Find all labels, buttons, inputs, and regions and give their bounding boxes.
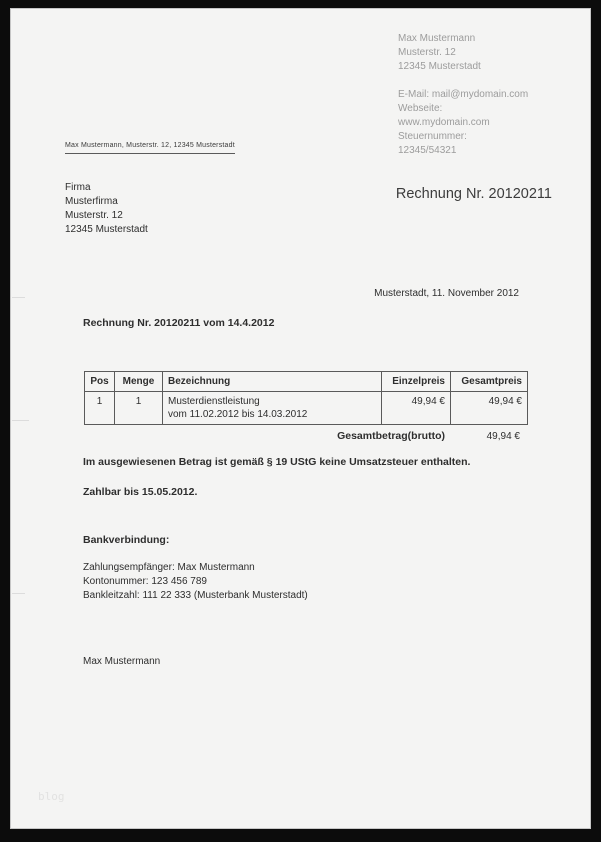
sender-tax-label: Steuernummer: <box>398 131 467 142</box>
table-row <box>85 392 528 425</box>
cell-gesamtpreis: 49,94 € <box>451 392 528 425</box>
invoice-title: Rechnung Nr. 20120211 <box>395 186 552 202</box>
payment-due-note: Zahlbar bis 15.05.2012. <box>83 486 198 498</box>
sender-address <box>398 32 578 74</box>
cell-pos: 1 <box>85 392 115 425</box>
sender-city: 12345 Musterstadt <box>398 61 481 72</box>
bank-account-line: Kontonummer: 123 456 789 <box>83 576 207 587</box>
cell-einzelpreis: 49,94 € <box>382 392 451 425</box>
recipient-line-street: Musterstr. 12 <box>65 210 123 221</box>
invoice-page <box>10 8 591 829</box>
punch-mark-center <box>12 420 29 421</box>
total-row <box>84 430 527 442</box>
recipient-line-company: Musterfirma <box>65 196 118 207</box>
cell-menge: 1 <box>115 392 163 425</box>
watermark-blog: blog <box>38 790 65 803</box>
date-line: Musterstadt, 11. November 2012 <box>374 288 519 299</box>
sender-name: Max Mustermann <box>398 33 476 44</box>
sender-website-label: Webseite: <box>398 103 443 114</box>
sender-website: www.mydomain.com <box>398 117 490 128</box>
sender-email: E-Mail: mail@mydomain.com <box>398 89 529 100</box>
sender-street: Musterstr. 12 <box>398 47 456 58</box>
header-einzelpreis: Einzelpreis <box>382 372 451 392</box>
bank-code-line: Bankleitzahl: 111 22 333 (Musterbank Musterstadt) <box>83 590 308 601</box>
recipient-line-company-intro: Firma <box>65 182 91 193</box>
bank-details-heading: Bankverbindung: <box>83 534 170 546</box>
total-label: Gesamtbetrag(brutto) <box>337 430 445 442</box>
header-menge: Menge <box>115 372 163 392</box>
cell-bezeichnung <box>163 392 382 425</box>
line-items-table <box>84 371 528 425</box>
sender-tax-number: 12345/54321 <box>398 145 457 156</box>
total-value: 49,94 € <box>486 431 520 442</box>
sender-contact-details <box>398 88 578 158</box>
sender-contact-block <box>398 32 578 158</box>
item-description-line1: Musterdienstleistung <box>168 396 260 407</box>
tax-note: Im ausgewiesenen Betrag ist gemäß § 19 UStG keine Umsatzsteuer enthalten. <box>83 456 471 468</box>
item-description-line2: vom 11.02.2012 bis 14.03.2012 <box>168 409 308 420</box>
header-bezeichnung: Bezeichnung <box>163 372 382 392</box>
signature-name: Max Mustermann <box>83 656 161 667</box>
return-address-line: Max Mustermann, Musterstr. 12, 12345 Musterstadt <box>65 141 235 154</box>
subject-line: Rechnung Nr. 20120211 vom 14.4.2012 <box>83 317 275 329</box>
fold-mark-top <box>12 297 25 298</box>
header-pos: Pos <box>85 372 115 392</box>
recipient-line-city: 12345 Musterstadt <box>65 224 148 235</box>
bank-details-block <box>83 561 308 603</box>
header-gesamtpreis: Gesamtpreis <box>451 372 528 392</box>
fold-mark-bottom <box>12 593 25 594</box>
recipient-address-block <box>65 181 148 237</box>
table-header-row <box>85 372 528 392</box>
bank-payee-line: Zahlungsempfänger: Max Mustermann <box>83 562 255 573</box>
